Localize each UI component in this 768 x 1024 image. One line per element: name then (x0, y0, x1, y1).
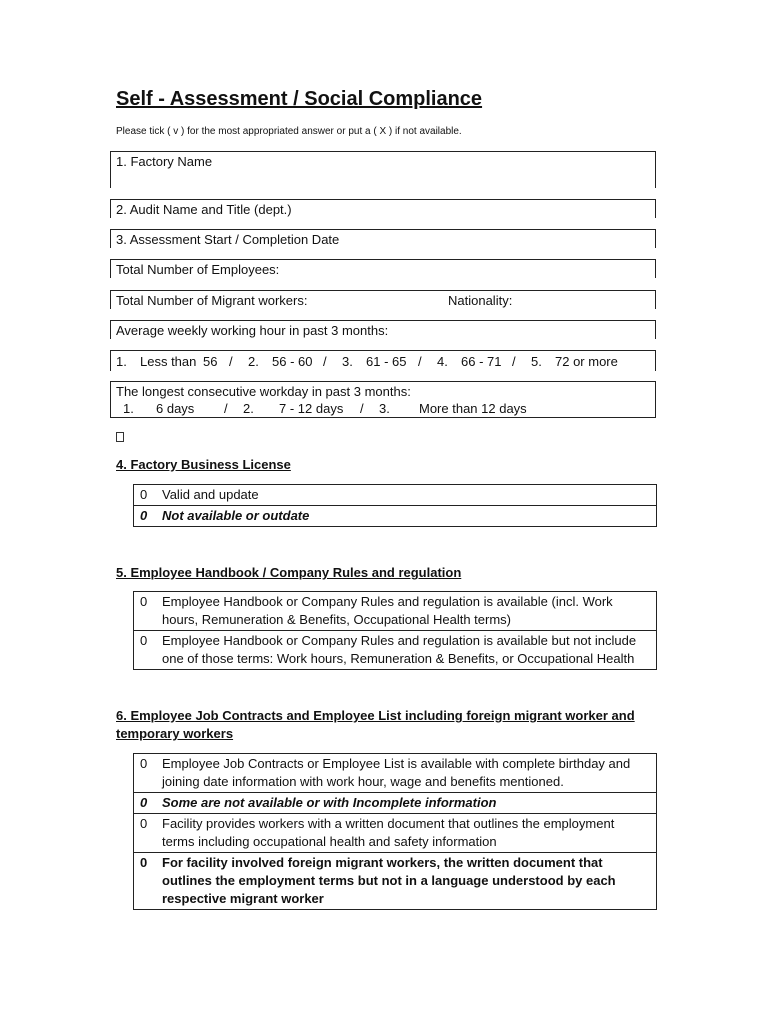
document-title: Self - Assessment / Social Compliance (116, 88, 483, 110)
migrant-workers-field[interactable] (110, 290, 656, 309)
hours-option-1-label: Less than (140, 354, 197, 369)
section-6-option-4[interactable] (134, 853, 657, 910)
hours-option-4-value[interactable]: 66 - 71 (461, 354, 502, 369)
section-6-heading-line-1: 6. Employee Job Contracts and Employee List including foreign migrant worker and (116, 708, 635, 723)
section-4-options (133, 484, 657, 527)
workday-option-2-number: 2. (243, 401, 254, 416)
avg-weekly-hours-field[interactable] (110, 320, 656, 339)
option-text: Employee Job Contracts or Employee List is available with complete birthday and joining date information with work hour, wage and benefits mentioned. (152, 754, 657, 793)
option-text: Facility provides workers with a written document that outlines the employment terms including occupational health and safety information (152, 814, 657, 853)
hours-option-4-number: 4. (437, 354, 448, 369)
option-checkbox[interactable]: 0 (134, 754, 153, 793)
longest-workday-field (110, 381, 656, 418)
section-4-option-1[interactable] (134, 485, 657, 506)
workday-separator: / (224, 401, 228, 416)
hours-option-1-number: 1. (116, 354, 127, 369)
section-6-options (133, 753, 657, 910)
hours-option-1-value[interactable]: 56 (203, 354, 218, 369)
assessment-date-field[interactable] (110, 229, 656, 248)
section-6-option-1[interactable] (134, 754, 657, 793)
hours-option-3-value[interactable]: 61 - 65 (366, 354, 407, 369)
factory-name-field[interactable] (110, 151, 656, 188)
total-employees-field[interactable] (110, 259, 656, 278)
option-checkbox[interactable]: 0 (134, 853, 153, 910)
section-6-option-3[interactable] (134, 814, 657, 853)
hours-option-2-value[interactable]: 56 - 60 (272, 354, 313, 369)
longest-workday-label: The longest consecutive workday in past 3 months: (116, 384, 411, 399)
assessment-date-label: 3. Assessment Start / Completion Date (116, 232, 340, 247)
section-6-option-2[interactable] (134, 793, 657, 814)
avg-weekly-hours-label: Average weekly working hour in past 3 months: (116, 323, 389, 338)
section-6-heading-line-2: temporary workers (116, 726, 234, 741)
section-6-heading (116, 707, 635, 743)
workday-option-3-number: 3. (379, 401, 390, 416)
hours-option-2-number: 2. (248, 354, 259, 369)
option-checkbox[interactable]: 0 (134, 506, 153, 527)
option-text: Valid and update (152, 485, 657, 506)
hours-separator: / (323, 354, 327, 369)
workday-option-2-value[interactable]: 7 - 12 days (279, 401, 344, 416)
hours-options-row (110, 350, 656, 371)
option-checkbox[interactable]: 0 (134, 631, 153, 670)
option-checkbox[interactable]: 0 (134, 485, 153, 506)
audit-name-label: 2. Audit Name and Title (dept.) (116, 202, 292, 217)
option-text: Employee Handbook or Company Rules and regulation is available but not include one of those terms: Work hours, Remuneration & Benefits, or Occupational Health (152, 631, 657, 670)
section-4-option-2[interactable] (134, 506, 657, 527)
migrant-workers-label: Total Number of Migrant workers: (116, 293, 308, 308)
section-5-heading: 5. Employee Handbook / Company Rules and regulation (116, 565, 462, 580)
option-checkbox[interactable]: 0 (134, 793, 153, 814)
hours-option-3-number: 3. (342, 354, 353, 369)
factory-name-label: 1. Factory Name (116, 154, 213, 169)
section-5-option-1[interactable] (134, 592, 657, 631)
option-checkbox[interactable]: 0 (134, 592, 153, 631)
hours-separator: / (418, 354, 422, 369)
hours-separator: / (512, 354, 516, 369)
hours-option-5-value[interactable]: 72 or more (555, 354, 618, 369)
section-5-option-2[interactable] (134, 631, 657, 670)
option-text: Employee Handbook or Company Rules and regulation is available (incl. Work hours, Remuneration & Benefits, Occupational Health terms) (152, 592, 657, 631)
nationality-label: Nationality: (448, 293, 513, 308)
instruction-text: Please tick ( v ) for the most appropriated answer or put a ( X ) if not available. (116, 126, 462, 137)
total-employees-label: Total Number of Employees: (116, 262, 280, 277)
workday-option-3-value[interactable]: More than 12 days (419, 401, 527, 416)
placeholder-glyph-icon (116, 432, 124, 442)
workday-option-1-number: 1. (123, 401, 134, 416)
workday-separator: / (360, 401, 364, 416)
section-4-heading: 4. Factory Business License (116, 457, 291, 472)
option-checkbox[interactable]: 0 (134, 814, 153, 853)
workday-option-1-value[interactable]: 6 days (156, 401, 195, 416)
hours-separator: / (229, 354, 233, 369)
option-text: Some are not available or with Incomplete information (152, 793, 657, 814)
audit-name-field[interactable] (110, 199, 656, 218)
option-text: For facility involved foreign migrant workers, the written document that outlines the employment terms but not in a language understood by each respective migrant worker (152, 853, 657, 910)
option-text: Not available or outdate (152, 506, 657, 527)
hours-option-5-number: 5. (531, 354, 542, 369)
section-5-options (133, 591, 657, 670)
